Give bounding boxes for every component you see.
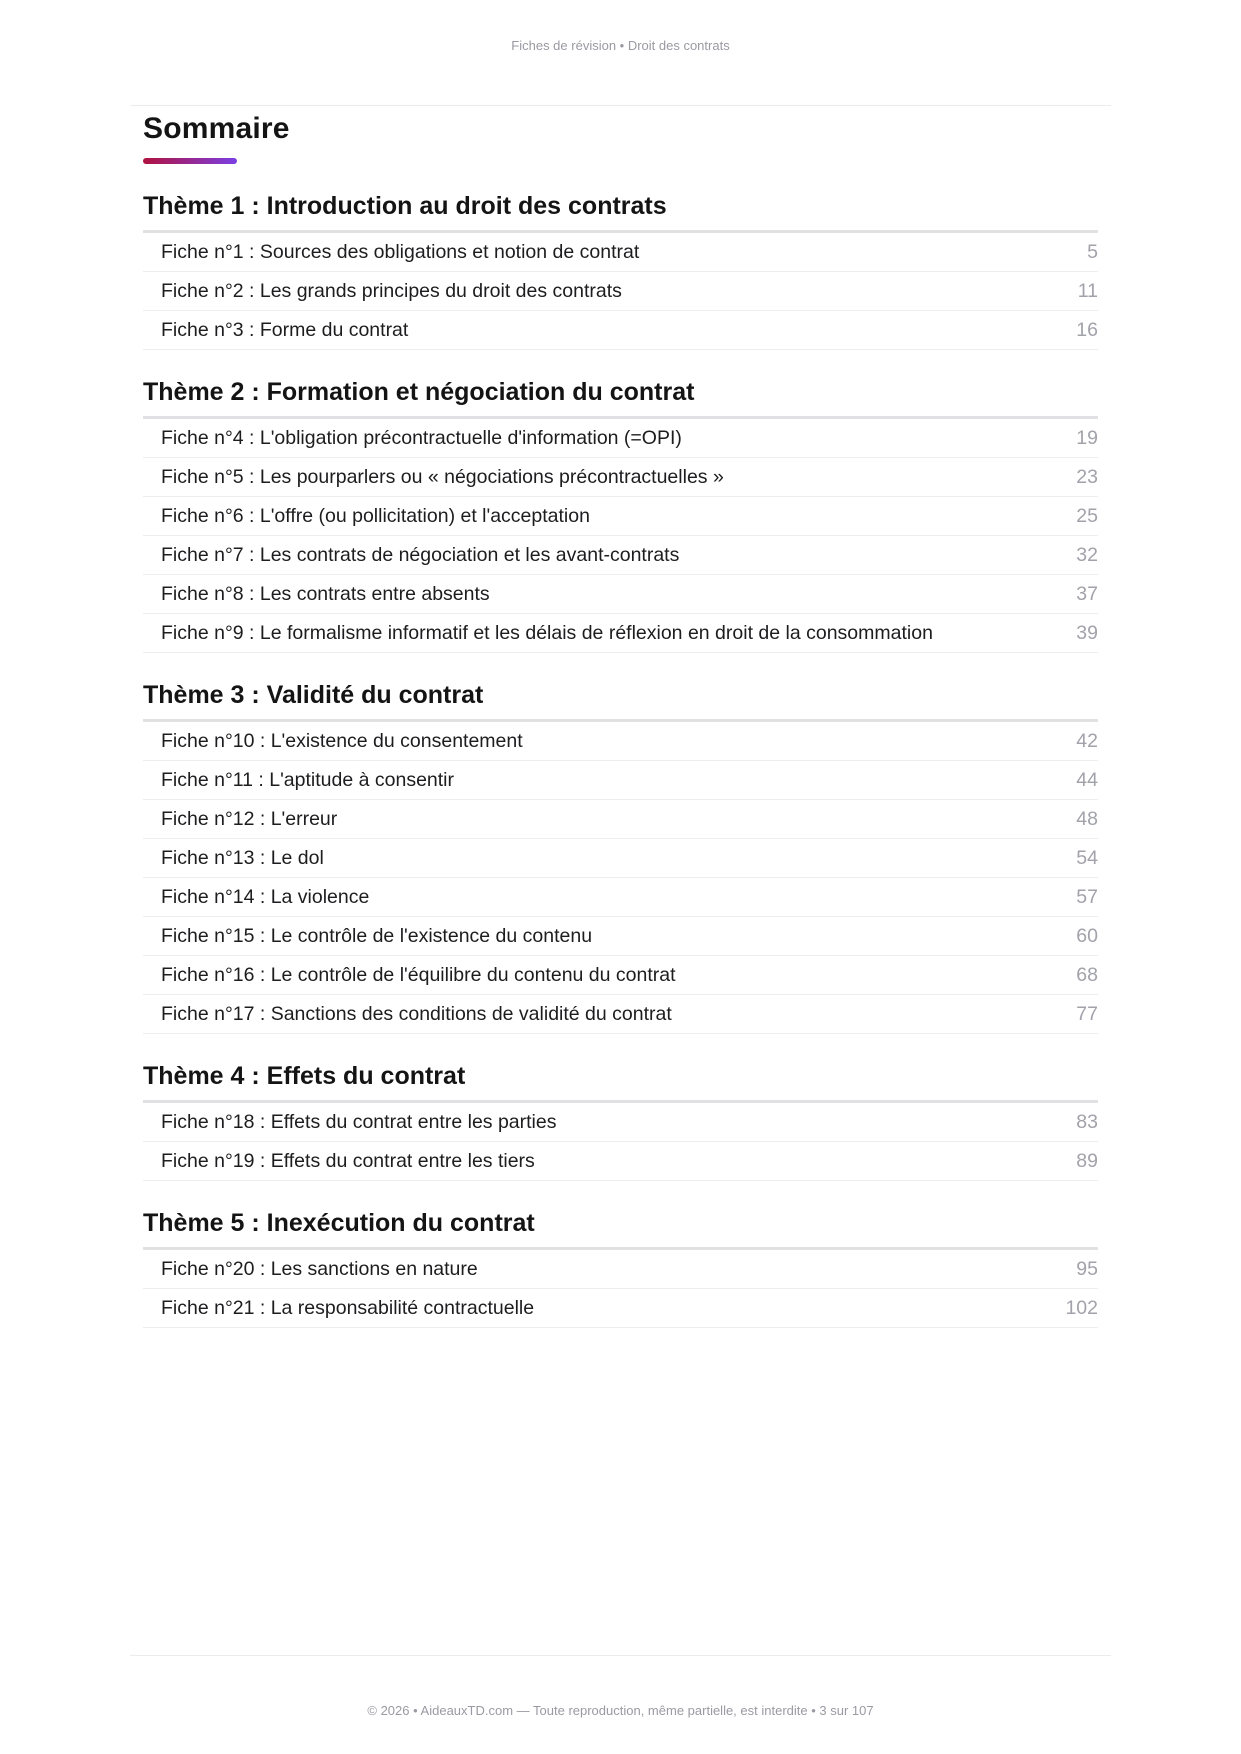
theme-title: Thème 5 : Inexécution du contrat [143,1203,1098,1250]
toc-entry-page-number: 16 [1076,318,1098,341]
toc-entry-page-number: 54 [1076,846,1098,869]
toc-entry[interactable] [143,956,1098,995]
toc-entry-label: Fiche n°7 : Les contrats de négociation et les avant-contrats [161,543,680,566]
theme-title: Thème 4 : Effets du contrat [143,1056,1098,1103]
toc-entry[interactable] [143,1289,1098,1328]
theme-section [143,675,1098,1034]
toc-entry-label: Fiche n°3 : Forme du contrat [161,318,409,341]
toc-entry[interactable] [143,761,1098,800]
toc-entry-label: Fiche n°16 : Le contrôle de l'équilibre du contenu du contrat [161,963,676,986]
toc-entry-page-number: 48 [1076,807,1098,830]
toc-entry-label: Fiche n°12 : L'erreur [161,807,338,830]
toc-entry[interactable] [143,311,1098,350]
toc-entry-page-number: 23 [1076,465,1098,488]
toc-entry-label: Fiche n°4 : L'obligation précontractuelle d'information (=OPI) [161,426,682,449]
toc-entry-page-number: 83 [1076,1110,1098,1133]
toc-entry[interactable] [143,536,1098,575]
theme-list [143,186,1098,1328]
toc-entry-page-number: 39 [1076,621,1098,644]
toc-entry-page-number: 89 [1076,1149,1098,1172]
toc-entry-page-number: 42 [1076,729,1098,752]
toc-entry-label: Fiche n°10 : L'existence du consentement [161,729,523,752]
toc-entry-label: Fiche n°13 : Le dol [161,846,324,869]
toc-entry-label: Fiche n°1 : Sources des obligations et notion de contrat [161,240,640,263]
toc-entry[interactable] [143,419,1098,458]
toc-entry-page-number: 37 [1076,582,1098,605]
toc-entry-page-number: 68 [1076,963,1098,986]
toc-entry-page-number: 95 [1076,1257,1098,1280]
toc-entry-page-number: 60 [1076,924,1098,947]
table-of-contents [143,108,1098,1328]
toc-entry-page-number: 11 [1077,279,1098,302]
theme-title: Thème 1 : Introduction au droit des contrats [143,186,1098,233]
toc-entry-label: Fiche n°15 : Le contrôle de l'existence du contenu [161,924,593,947]
toc-entry[interactable] [143,458,1098,497]
page-title: Sommaire [143,112,290,145]
toc-entry[interactable] [143,917,1098,956]
toc-entry-label: Fiche n°18 : Effets du contrat entre les parties [161,1110,557,1133]
toc-entry-page-number: 102 [1065,1296,1098,1319]
toc-entry-label: Fiche n°20 : Les sanctions en nature [161,1257,478,1280]
toc-entry-page-number: 57 [1076,885,1098,908]
theme-title: Thème 2 : Formation et négociation du contrat [143,372,1098,419]
toc-entry[interactable] [143,800,1098,839]
toc-entry-label: Fiche n°11 : L'aptitude à consentir [161,768,455,791]
toc-entry-label: Fiche n°9 : Le formalisme informatif et les délais de réflexion en droit de la consommation [161,621,933,644]
toc-entry-page-number: 44 [1076,768,1098,791]
toc-entry-page-number: 19 [1076,426,1098,449]
entry-list [143,1103,1098,1181]
toc-entry-label: Fiche n°21 : La responsabilité contractuelle [161,1296,535,1319]
theme-section [143,1203,1098,1328]
toc-entry[interactable] [143,878,1098,917]
toc-entry[interactable] [143,497,1098,536]
theme-section [143,372,1098,653]
entry-list [143,419,1098,653]
toc-entry-label: Fiche n°14 : La violence [161,885,370,908]
toc-entry[interactable] [143,995,1098,1034]
theme-section [143,1056,1098,1181]
toc-entry-page-number: 77 [1076,1002,1098,1025]
title-accent-bar [143,158,237,164]
entry-list [143,1250,1098,1328]
toc-entry-page-number: 5 [1087,240,1098,263]
toc-entry-label: Fiche n°17 : Sanctions des conditions de validité du contrat [161,1002,672,1025]
theme-section [143,186,1098,350]
running-header: Fiches de révision • Droit des contrats [511,38,730,53]
toc-entry[interactable] [143,272,1098,311]
toc-entry[interactable] [143,1103,1098,1142]
toc-entry-label: Fiche n°19 : Effets du contrat entre les tiers [161,1149,535,1172]
toc-entry[interactable] [143,722,1098,761]
entry-list [143,722,1098,1034]
toc-entry-label: Fiche n°6 : L'offre (ou pollicitation) et l'acceptation [161,504,590,527]
toc-entry-label: Fiche n°5 : Les pourparlers ou « négociations précontractuelles » [161,465,724,488]
theme-title: Thème 3 : Validité du contrat [143,675,1098,722]
header-divider [130,105,1111,106]
toc-entry[interactable] [143,575,1098,614]
toc-entry[interactable] [143,839,1098,878]
toc-entry[interactable] [143,1250,1098,1289]
toc-entry[interactable] [143,614,1098,653]
toc-entry-label: Fiche n°2 : Les grands principes du droit des contrats [161,279,622,302]
footer-divider [130,1655,1111,1656]
entry-list [143,233,1098,350]
toc-entry[interactable] [143,233,1098,272]
toc-entry[interactable] [143,1142,1098,1181]
toc-entry-page-number: 32 [1076,543,1098,566]
toc-entry-label: Fiche n°8 : Les contrats entre absents [161,582,490,605]
running-footer: © 2026 • AideauxTD.com — Toute reproduction, même partielle, est interdite • 3 sur 107 [367,1703,874,1718]
toc-entry-page-number: 25 [1076,504,1098,527]
